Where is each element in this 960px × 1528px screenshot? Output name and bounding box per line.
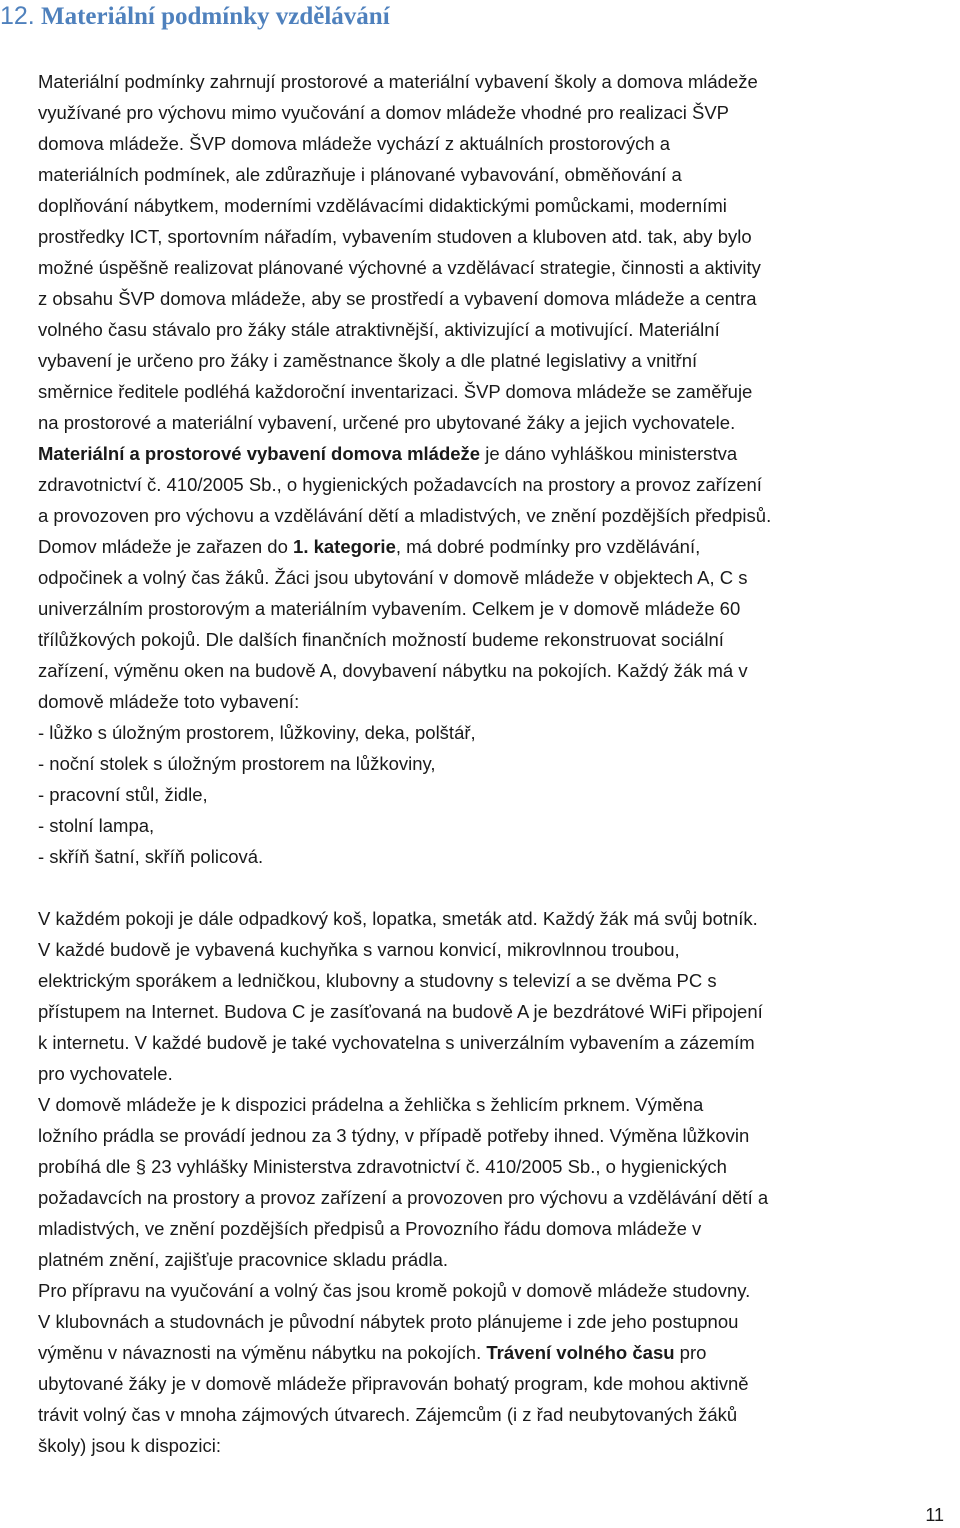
text-run: výměnu v návaznosti na výměnu nábytku na pokojích. [38, 1342, 487, 1363]
text-run: V každé budově je vybavená kuchyňka s varnou konvicí, mikrovlnnou troubou, [38, 939, 680, 960]
bold-text: Materiální a prostorové vybavení domova mládeže [38, 443, 481, 464]
text-run: doplňování nábytkem, moderními vzdělávacími didaktickými pomůckami, moderními [38, 195, 727, 216]
text-line [38, 1182, 948, 1213]
text-line [38, 1368, 948, 1399]
text-line [38, 283, 948, 314]
text-run: platném znění, zajišťuje pracovnice skladu prádla. [38, 1249, 449, 1270]
text-line [38, 376, 948, 407]
text-line [38, 252, 948, 283]
text-run: využívané pro výchovu mimo vyučování a domov mládeže vhodné pro realizaci ŠVP [38, 102, 730, 123]
text-line [38, 965, 948, 996]
text-run: V klubovnách a studovnách je původní nábytek proto plánujeme i zde jeho postupnou [38, 1311, 739, 1332]
text-run: volného času stávalo pro žáky stále atraktivnější, aktivizující a motivující. Materiální [38, 319, 720, 340]
text-run: možné úspěšně realizovat plánované výchovné a vzdělávací strategie, činnosti a aktivity [38, 257, 761, 278]
text-run: pro [674, 1342, 707, 1363]
text-line [38, 1120, 948, 1151]
text-line [38, 1089, 948, 1120]
text-run: elektrickým sporákem a ledničkou, klubovny a studovny s televizí a se dvěma PC s [38, 970, 717, 991]
text-run: z obsahu ŠVP domova mládeže, aby se prostředí a vybavení domova mládeže a centra [38, 288, 757, 309]
text-run: - stolní lampa, [38, 815, 155, 836]
text-line [38, 562, 948, 593]
text-run: Domov mládeže je zařazen do [38, 536, 294, 557]
text-run: - noční stolek s úložným prostorem na lůžkoviny, [38, 753, 436, 774]
text-run: mladistvých, ve znění pozdějších předpisů a Provozního řádu domova mládeže v [38, 1218, 702, 1239]
text-run: na prostorové a materiální vybavení, určené pro ubytované žáky a jejich vychovatele. [38, 412, 736, 433]
text-line [38, 903, 948, 934]
text-line [38, 841, 948, 872]
text-run: směrnice ředitele podléhá každoroční inventarizaci. ŠVP domova mládeže se zaměřuje [38, 381, 753, 402]
text-run: - lůžko s úložným prostorem, lůžkoviny, deka, polštář, [38, 722, 476, 743]
text-line [38, 779, 948, 810]
text-run: univerzálním prostorovým a materiálním vybavením. Celkem je v domově mládeže 60 [38, 598, 741, 619]
text-run: přístupem na Internet. Budova C je zasíťovaná na budově A je bezdrátové WiFi připojení [38, 1001, 763, 1022]
text-run: pro vychovatele. [38, 1063, 173, 1084]
text-line [38, 345, 948, 376]
text-line [38, 469, 948, 500]
text-line [38, 314, 948, 345]
bold-text: 1. kategorie [293, 536, 396, 557]
text-run: zařízení, výměnu oken na budově A, dovybavení nábytku na pokojích. Každý žák má v [38, 660, 748, 681]
text-line [38, 686, 948, 717]
text-line [38, 531, 948, 562]
text-run: domově mládeže toto vybavení: [38, 691, 300, 712]
text-run: materiálních podmínek, ale zdůrazňuje i plánované vybavování, obměňování a [38, 164, 682, 185]
section-number: 12. [0, 2, 35, 30]
blank-line [38, 872, 948, 903]
text-line [38, 1337, 948, 1368]
text-run: - skříň šatní, skříň policová. [38, 846, 264, 867]
text-line [38, 996, 948, 1027]
text-line [38, 1275, 948, 1306]
text-line [38, 1151, 948, 1182]
text-run: je dáno vyhláškou ministerstva [480, 443, 738, 464]
page-number: 11 [925, 1505, 944, 1525]
text-run: třílůžkových pokojů. Dle dalších finančních možností budeme rekonstruovat sociální [38, 629, 724, 650]
text-line [38, 1058, 948, 1089]
text-run: vybavení je určeno pro žáky i zaměstnance školy a dle platné legislativy a vnitřní [38, 350, 698, 371]
text-line [38, 1399, 948, 1430]
text-run: k internetu. V každé budově je také vychovatelna s univerzálním vybavením a zázemím [38, 1032, 755, 1053]
text-line [38, 748, 948, 779]
text-line [38, 438, 948, 469]
text-line [38, 159, 948, 190]
section-title: Materiální podmínky vzdělávání [41, 3, 390, 30]
text-line [38, 934, 948, 965]
text-line [38, 1306, 948, 1337]
text-run: prostředky ICT, sportovním nářadím, vybavením studoven a kluboven atd. tak, aby bylo [38, 226, 752, 247]
text-line [38, 624, 948, 655]
document-body [38, 66, 948, 1461]
text-run: ložního prádla se provádí jednou za 3 týdny, v případě potřeby ihned. Výměna lůžkovin [38, 1125, 750, 1146]
text-run: zdravotnictví č. 410/2005 Sb., o hygienických požadavcích na prostory a provoz zařízení [38, 474, 762, 495]
text-run: , má dobré podmínky pro vzdělávání, [395, 536, 701, 557]
text-line [38, 1027, 948, 1058]
bold-text: Trávení volného času [486, 1342, 675, 1363]
text-line [38, 655, 948, 686]
text-line [38, 407, 948, 438]
text-line [38, 1213, 948, 1244]
text-line [38, 500, 948, 531]
text-line [38, 97, 948, 128]
text-line [38, 717, 948, 748]
text-line [38, 221, 948, 252]
text-run: V domově mládeže je k dispozici prádelna a žehlička s žehlicím prknem. Výměna [38, 1094, 704, 1115]
text-line [38, 593, 948, 624]
text-line [38, 190, 948, 221]
text-run: Pro přípravu na vyučování a volný čas jsou kromě pokojů v domově mládeže studovny. [38, 1280, 751, 1301]
text-run: odpočinek a volný čas žáků. Žáci jsou ubytování v domově mládeže v objektech A, C s [38, 567, 748, 588]
text-line [38, 66, 948, 97]
text-run: a provozoven pro výchovu a vzdělávání dětí a mladistvých, ve znění pozdějších předpisů. [38, 505, 772, 526]
text-run: - pracovní stůl, židle, [38, 784, 208, 805]
text-run: V každém pokoji je dále odpadkový koš, lopatka, smeták atd. Každý žák má svůj botník. [38, 908, 758, 929]
text-run: Materiální podmínky zahrnují prostorové a materiální vybavení školy a domova mládeže [38, 71, 758, 92]
text-run: požadavcích na prostory a provoz zařízení a provozoven pro výchovu a vzdělávání dětí a [38, 1187, 769, 1208]
text-run: ubytované žáky je v domově mládeže připravován bohatý program, kde mohou aktivně [38, 1373, 749, 1394]
text-run: domova mládeže. ŠVP domova mládeže vychází z aktuálních prostorových a [38, 133, 671, 154]
text-line [38, 128, 948, 159]
text-run: trávit volný čas v mnoha zájmových útvarech. Zájemcům (i z řad neubytovaných žáků [38, 1404, 738, 1425]
text-line [38, 1430, 948, 1461]
text-run: probíhá dle § 23 vyhlášky Ministerstva zdravotnictví č. 410/2005 Sb., o hygienických [38, 1156, 727, 1177]
text-line [38, 1244, 948, 1275]
text-run: školy) jsou k dispozici: [38, 1435, 222, 1456]
section-heading [0, 0, 390, 33]
text-line [38, 810, 948, 841]
